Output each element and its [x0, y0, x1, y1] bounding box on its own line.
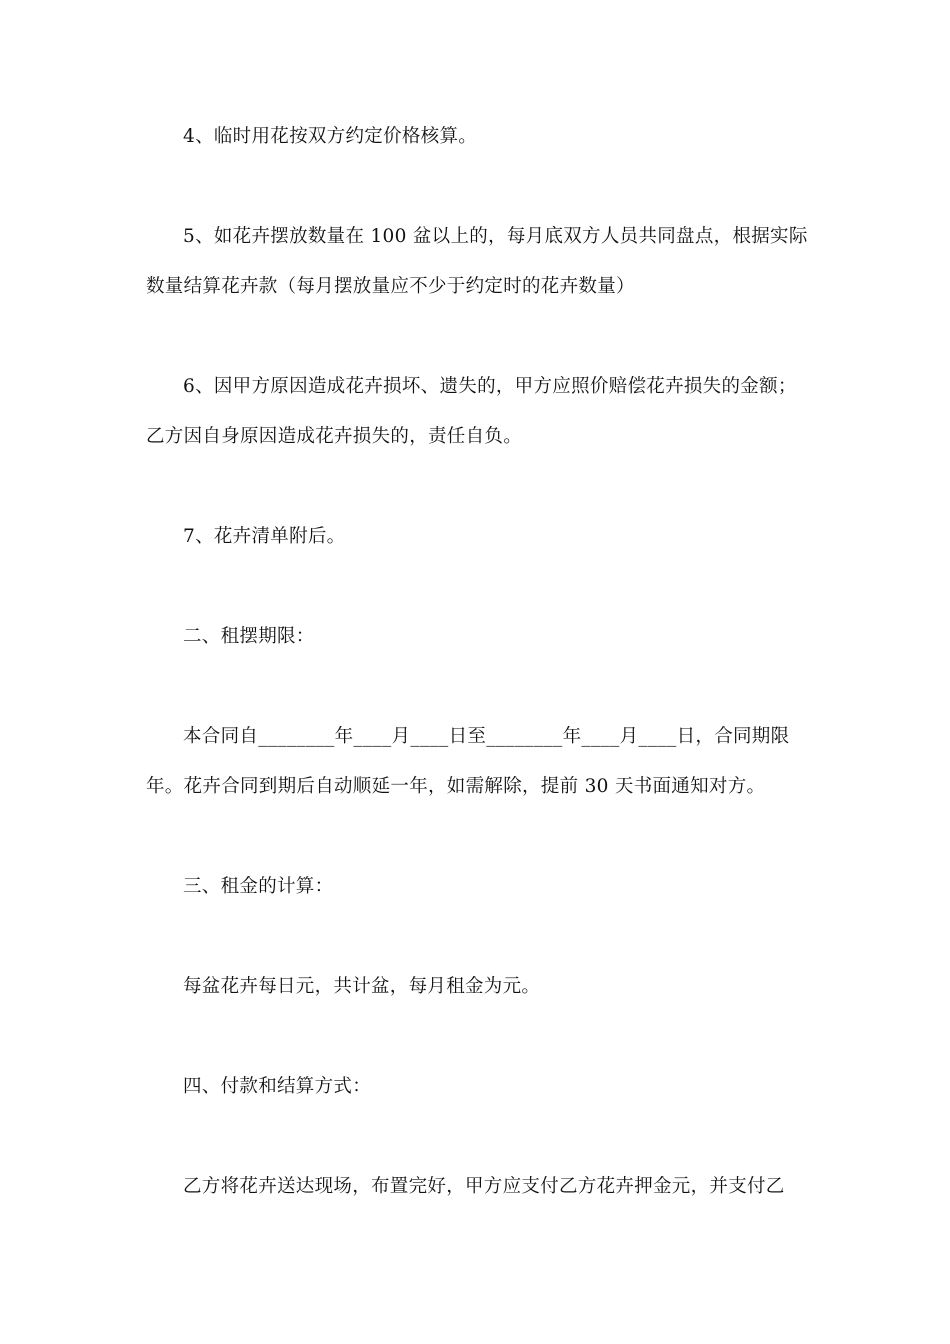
clause-6-line-2: 乙方因自身原因造成花卉损失的，责任自负。 — [146, 426, 523, 447]
section-2-heading: 二、租摆期限： — [183, 626, 315, 647]
clause-6-line-1: 6、因甲方原因造成花卉损坏、遗失的，甲方应照价赔偿花卉损失的金额； — [183, 376, 797, 397]
section-3-heading: 三、租金的计算： — [183, 876, 334, 897]
rent-calculation: 每盆花卉每日元，共计盆，每月租金为元。 — [183, 976, 541, 997]
section-4-heading: 四、付款和结算方式： — [183, 1076, 372, 1097]
payment-line-1: 乙方将花卉送达现场，布置完好，甲方应支付乙方花卉押金元，并支付乙 — [183, 1176, 785, 1197]
clause-5-line-2: 数量结算花卉款（每月摆放量应不少于约定时的花卉数量） — [146, 276, 635, 297]
clause-7: 7、花卉清单附后。 — [183, 526, 346, 547]
clause-5-line-1: 5、如花卉摆放数量在 100 盆以上的，每月底双方人员共同盘点，根据实际 — [183, 226, 808, 247]
term-line-1: 本合同自________年____月____日至________年____月____日，合同期限 — [183, 726, 790, 747]
clause-4: 4、临时用花按双方约定价格核算。 — [183, 126, 478, 147]
term-line-2: 年。花卉合同到期后自动顺延一年，如需解除，提前 30 天书面通知对方。 — [146, 776, 766, 797]
